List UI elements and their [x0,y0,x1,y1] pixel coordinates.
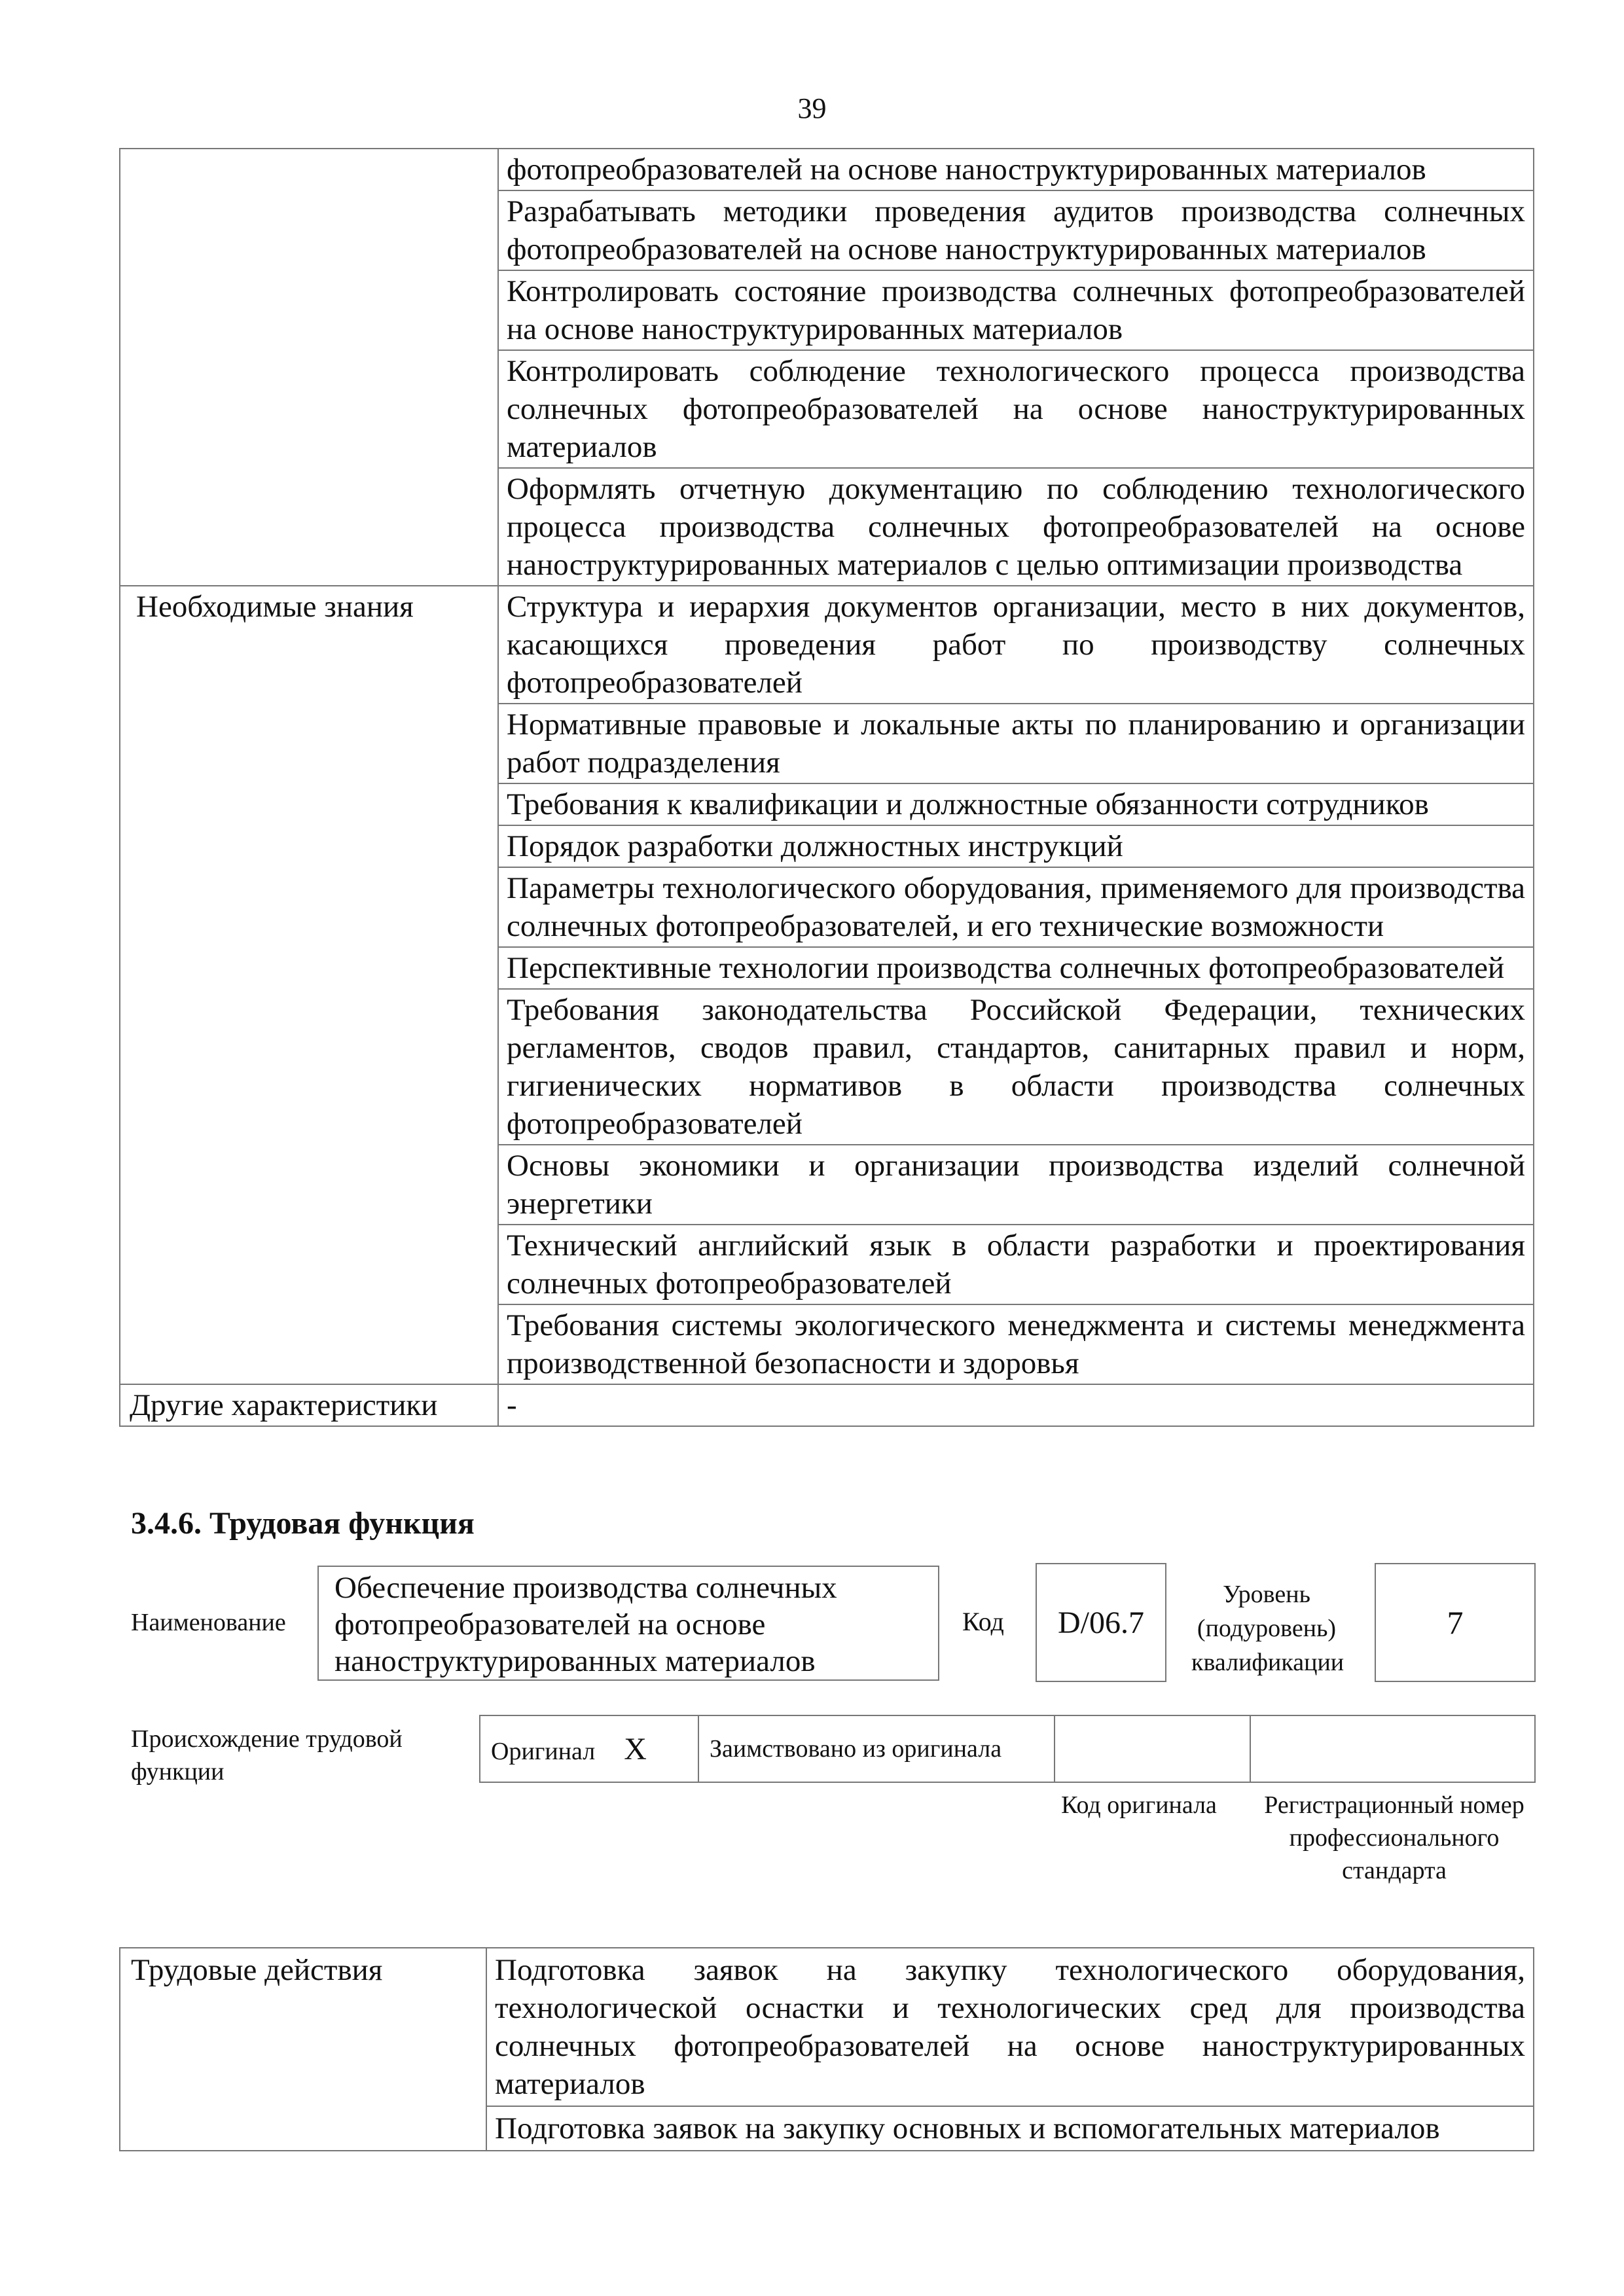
table-cell: - [498,1384,1534,1426]
skills-knowledge-table [119,148,1534,1427]
caption-original-code: Код оригинала [1061,1791,1217,1819]
table-cell: Порядок разработки должностных инструкций [498,825,1534,867]
original-cell [480,1715,698,1782]
table-cell: Разрабатывать методики проведения аудитов производства солнечных фотопреобразователей на основе наноструктурированных материалов [498,190,1534,270]
origin-label: Происхождение трудовой функции [131,1725,403,1785]
level-label: Уровень (подуровень) квалификации [1191,1581,1344,1676]
page-number: 39 [797,92,827,124]
table-row [120,1948,1534,2106]
table-cell: Структура и иерархия документов организации, место в них документов, касающихся проведения работ по производству солнечных фотопреобразователей [498,586,1534,704]
table-cell: Контролировать соблюдение технологического процесса производства солнечных фотопреобразователей на основе наноструктурированных материалов [498,350,1534,468]
section-title: 3.4.6. Трудовая функция [131,1506,475,1541]
table-cell: Контролировать состояние производства солнечных фотопреобразователей на основе наноструктурированных материалов [498,270,1534,350]
table-row [480,1715,1535,1782]
origin-table [479,1715,1536,1783]
original-label: Оригинал [491,1737,596,1765]
labor-actions-table [119,1947,1534,2151]
level-box [1375,1563,1536,1682]
table-cell: фотопреобразователей на основе наноструктурированных материалов [498,149,1534,190]
function-name-box: Обеспечение производства солнечных фотопреобразователей на основе наноструктурированных материалов [317,1566,939,1681]
row-label [120,149,498,586]
table-cell: Технический английский язык в области разработки и проектирования солнечных фотопреобразователей [498,1225,1534,1304]
level-value: 7 [1447,1604,1464,1641]
table-cell: Требования законодательства Российской Федерации, технических регламентов, сводов правил, стандартов, санитарных правил и норм, гигиенических нормативов в области производства солнечных фотопреобразователей [498,989,1534,1145]
table-cell: Параметры технологического оборудования, применяемого для производства солнечных фотопреобразователей, и его технические возможности [498,867,1534,947]
reg-number-cell [1250,1715,1535,1782]
table-cell: Основы экономики и организации производства изделий солнечной энергетики [498,1145,1534,1225]
table-cell: Нормативные правовые и локальные акты по планированию и организации работ подразделения [498,704,1534,783]
row-label-knowledge: Необходимые знания [120,586,498,1384]
table-row [120,149,1534,190]
function-code-value: D/06.7 [1058,1605,1144,1640]
table-row [120,1384,1534,1426]
row-label-actions: Трудовые действия [120,1948,486,2151]
table-cell: Требования системы экологического менеджмента и системы менеджмента производственной безопасности и здоровья [498,1304,1534,1384]
table-cell: Оформлять отчетную документацию по соблюдению технологического процесса производства солнечных фотопреобразователей на основе наноструктурированных материалов с целью оптимизации производства [498,468,1534,586]
table-cell: Перспективные технологии производства солнечных фотопреобразователей [498,947,1534,989]
original-mark: X [624,1731,647,1767]
borrowed-cell: Заимствовано из оригинала [698,1715,1055,1782]
caption-reg-number: Регистрационный номер профессионального стандарта [1264,1791,1525,1884]
original-code-cell [1055,1715,1250,1782]
function-code-box [1036,1563,1166,1682]
code-label: Код [962,1607,1004,1636]
table-cell: Требования к квалификации и должностные обязанности сотрудников [498,783,1534,825]
name-label: Наименование [131,1609,286,1636]
row-label-other: Другие характеристики [120,1384,498,1426]
table-row [120,586,1534,704]
table-cell: Подготовка заявок на закупку технологического оборудования, технологической оснастки и технологических сред для производства солнечных фотопреобразователей на основе наноструктурированных материалов [486,1948,1534,2106]
table-cell: Подготовка заявок на закупку основных и вспомогательных материалов [486,2106,1534,2151]
